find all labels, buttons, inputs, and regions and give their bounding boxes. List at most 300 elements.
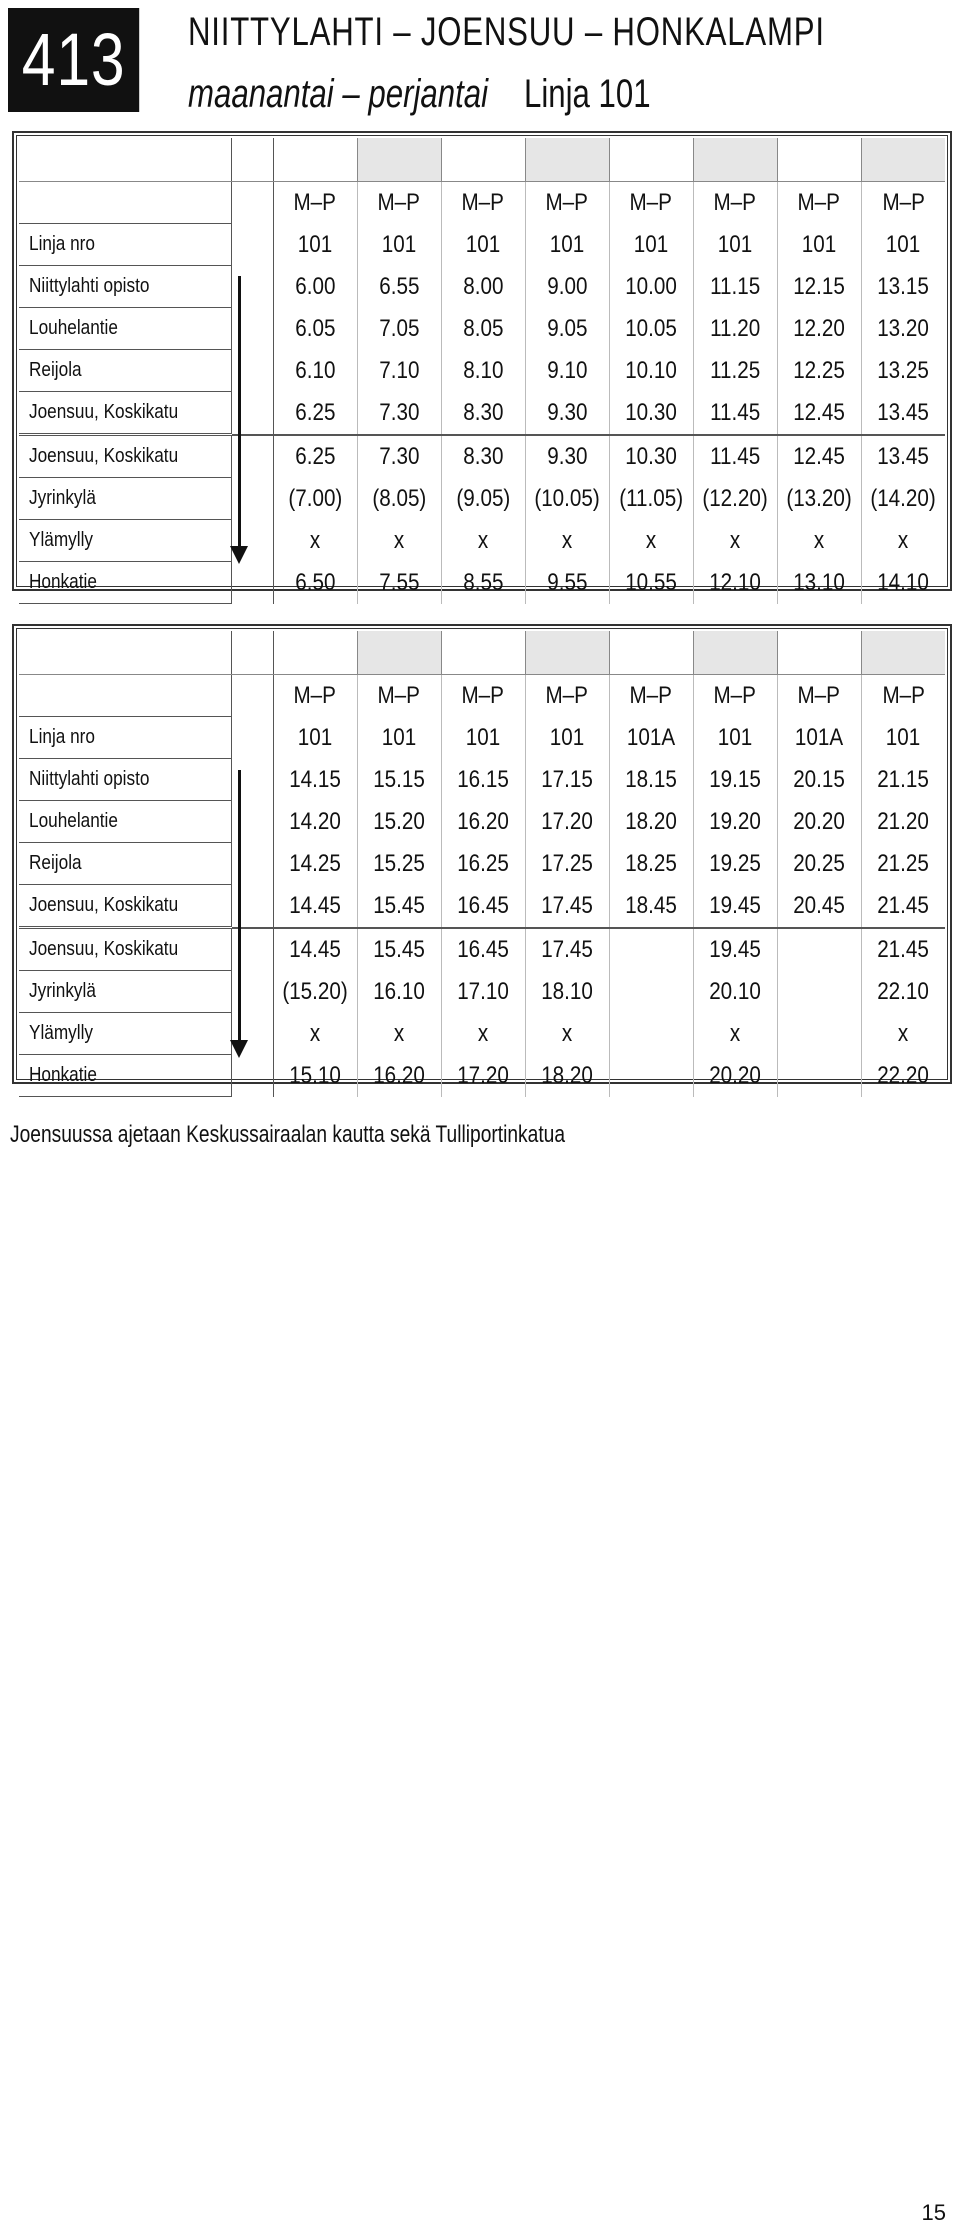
departure-cell xyxy=(609,843,693,885)
departure-time: 13.45 xyxy=(877,398,930,426)
stop-row xyxy=(19,435,945,478)
stop-name: Linja nro xyxy=(29,726,95,748)
departure-time: 7.30 xyxy=(378,442,420,470)
day-label: M–P xyxy=(713,681,757,709)
departure-cell xyxy=(609,1055,693,1097)
day-label: M–P xyxy=(545,188,589,216)
blank-cell xyxy=(525,631,609,675)
departure-cell xyxy=(357,266,441,308)
stop-name: Louhelantie xyxy=(29,810,118,832)
departure-time: 11.20 xyxy=(709,314,761,342)
stop-row xyxy=(19,1055,945,1097)
departure-cell xyxy=(357,717,441,759)
direction-arrow-line xyxy=(238,770,241,1040)
departure-time: 6.10 xyxy=(294,356,336,384)
departure-time: 12.45 xyxy=(793,442,845,470)
departure-time: 15.20 xyxy=(373,807,425,835)
line-number: 101 xyxy=(633,230,669,258)
departure-cell xyxy=(525,435,609,478)
departure-cell xyxy=(693,928,777,971)
stop-name: Joensuu, Koskikatu xyxy=(29,401,179,423)
blank-cell xyxy=(525,138,609,182)
stop-name: Jyrinkylä xyxy=(29,980,96,1002)
departure-cell xyxy=(609,971,693,1013)
departure-cell xyxy=(441,224,525,266)
line-number: 101 xyxy=(381,723,417,751)
departure-time: 15.45 xyxy=(373,935,425,963)
stop-name-cell xyxy=(19,885,231,928)
departure-time: 10.05 xyxy=(625,314,677,342)
departure-time: 17.45 xyxy=(541,935,593,963)
departure-cell xyxy=(441,843,525,885)
stop-name-cell xyxy=(19,266,231,308)
departure-cell xyxy=(609,759,693,801)
stop-name: Niittylahti opisto xyxy=(29,768,150,790)
departure-cell xyxy=(357,224,441,266)
line-label: Linja 101 xyxy=(523,72,651,116)
stop-name-cell xyxy=(19,308,231,350)
departure-time: 22.20 xyxy=(877,1061,930,1089)
departure-cell xyxy=(861,971,945,1013)
departure-cell xyxy=(441,562,525,604)
departure-time: 21.20 xyxy=(877,807,930,835)
day-label: M–P xyxy=(377,681,421,709)
line-number: 101 xyxy=(465,230,501,258)
line-number-row xyxy=(19,224,945,266)
departure-time: 8.55 xyxy=(462,568,504,596)
stop-name-cell xyxy=(19,224,231,266)
blank-cell xyxy=(777,631,861,675)
stop-row xyxy=(19,520,945,562)
blank-cell xyxy=(273,631,357,675)
stop-name: Jyrinkylä xyxy=(29,487,96,509)
day-label: M–P xyxy=(461,188,505,216)
departure-time: (15.20) xyxy=(282,977,348,1005)
line-number: 101 xyxy=(465,723,501,751)
departure-time: (9.05) xyxy=(456,484,510,512)
departure-cell xyxy=(525,801,609,843)
departure-time: 16.45 xyxy=(457,935,509,963)
departure-cell xyxy=(357,928,441,971)
departure-cell xyxy=(273,717,357,759)
timetable-grid xyxy=(19,631,945,1097)
departure-cell xyxy=(525,350,609,392)
arrow-cell xyxy=(231,562,273,604)
departure-cell xyxy=(777,1055,861,1097)
departure-cell xyxy=(273,478,357,520)
departure-time: 10.00 xyxy=(625,272,677,300)
departure-time: 17.20 xyxy=(541,807,593,835)
departure-time: (14.20) xyxy=(870,484,936,512)
departure-cell xyxy=(441,266,525,308)
departure-time: 8.00 xyxy=(462,272,504,300)
departure-cell xyxy=(525,478,609,520)
departure-time: 20.15 xyxy=(793,765,845,793)
departure-time: 13.15 xyxy=(877,272,930,300)
stop-name-cell xyxy=(19,478,231,520)
departure-cell xyxy=(441,717,525,759)
departure-time: 17.10 xyxy=(457,977,509,1005)
day-label: M–P xyxy=(293,188,337,216)
day-label: M–P xyxy=(629,681,673,709)
departure-time: 8.05 xyxy=(462,314,504,342)
service-days: maanantai – perjantai xyxy=(188,72,489,116)
departure-cell xyxy=(777,928,861,971)
departure-cell xyxy=(441,1013,525,1055)
departure-time: 9.00 xyxy=(546,272,588,300)
day-label: M–P xyxy=(377,188,421,216)
departure-cell xyxy=(273,801,357,843)
departure-time: 14.25 xyxy=(289,849,341,877)
departure-cell xyxy=(357,562,441,604)
departure-cell xyxy=(861,759,945,801)
departure-cell xyxy=(273,928,357,971)
departure-time: 19.20 xyxy=(709,807,761,835)
line-number: 101 xyxy=(717,723,753,751)
departure-time: 12.10 xyxy=(709,568,761,596)
departure-time: 21.45 xyxy=(877,935,930,963)
departure-cell xyxy=(273,224,357,266)
departure-time: 7.30 xyxy=(378,398,420,426)
stop-name: Ylämylly xyxy=(29,1022,94,1044)
departure-time: x xyxy=(393,526,405,554)
departure-cell xyxy=(273,562,357,604)
departure-cell xyxy=(693,885,777,928)
departure-time: 15.15 xyxy=(373,765,425,793)
departure-time: 17.20 xyxy=(457,1061,509,1089)
stop-row xyxy=(19,843,945,885)
timetable-morning xyxy=(12,131,952,596)
departure-time: 6.25 xyxy=(294,398,336,426)
departure-time: 16.20 xyxy=(457,807,509,835)
departure-time: 17.45 xyxy=(541,891,593,919)
departure-cell xyxy=(357,350,441,392)
departure-cell xyxy=(441,1055,525,1097)
departure-time: 18.15 xyxy=(625,765,677,793)
departure-cell xyxy=(609,224,693,266)
departure-cell xyxy=(525,224,609,266)
departure-time: 14.45 xyxy=(289,891,341,919)
departure-time: 9.10 xyxy=(546,356,588,384)
departure-time: 12.15 xyxy=(793,272,845,300)
days-row xyxy=(19,675,945,717)
stop-row xyxy=(19,350,945,392)
departure-cell xyxy=(861,266,945,308)
header-blank-row xyxy=(19,631,945,675)
departure-time: 20.25 xyxy=(793,849,845,877)
stop-name-cell xyxy=(19,1013,231,1055)
departure-cell xyxy=(357,1013,441,1055)
departure-cell xyxy=(609,392,693,435)
blank-cell xyxy=(19,631,231,675)
departure-time: 15.25 xyxy=(373,849,425,877)
departure-cell xyxy=(525,1055,609,1097)
departure-cell xyxy=(693,971,777,1013)
day-cell xyxy=(357,182,441,224)
departure-cell xyxy=(273,266,357,308)
departure-cell xyxy=(273,1013,357,1055)
stop-name-cell xyxy=(19,717,231,759)
arrow-cell xyxy=(231,717,273,759)
departure-cell xyxy=(609,885,693,928)
blank-cell xyxy=(609,631,693,675)
departure-cell xyxy=(357,1055,441,1097)
blank-cell xyxy=(357,631,441,675)
departure-cell xyxy=(273,520,357,562)
day-cell xyxy=(693,675,777,717)
departure-time: 9.05 xyxy=(546,314,588,342)
stop-row xyxy=(19,392,945,435)
departure-cell xyxy=(273,308,357,350)
departure-cell xyxy=(609,435,693,478)
departure-time: 7.55 xyxy=(378,568,420,596)
day-label: M–P xyxy=(461,681,505,709)
route-title: NIITTYLAHTI – JOENSUU – HONKALAMPI xyxy=(188,10,825,54)
departure-cell xyxy=(609,717,693,759)
day-label: M–P xyxy=(797,681,841,709)
blank-cell xyxy=(19,138,231,182)
departure-cell xyxy=(441,885,525,928)
header-blank-row xyxy=(19,138,945,182)
departure-time: 20.45 xyxy=(793,891,845,919)
departure-time: x xyxy=(729,1019,741,1047)
departure-cell xyxy=(273,885,357,928)
departure-time: 18.10 xyxy=(541,977,593,1005)
day-label: M–P xyxy=(293,681,337,709)
departure-time: x xyxy=(645,526,657,554)
departure-cell xyxy=(525,266,609,308)
stop-label-empty xyxy=(19,675,231,717)
departure-cell xyxy=(777,392,861,435)
departure-cell xyxy=(861,308,945,350)
departure-time: 14.10 xyxy=(877,568,930,596)
departure-cell xyxy=(273,350,357,392)
line-number: 101A xyxy=(626,723,676,751)
departure-time: 8.30 xyxy=(462,398,504,426)
departure-time: 10.55 xyxy=(625,568,677,596)
arrow-cell xyxy=(231,182,273,224)
line-number: 101 xyxy=(549,230,585,258)
departure-cell xyxy=(525,308,609,350)
departure-cell xyxy=(693,801,777,843)
day-cell xyxy=(525,182,609,224)
departure-cell xyxy=(777,224,861,266)
departure-time: (12.20) xyxy=(702,484,768,512)
days-row xyxy=(19,182,945,224)
departure-time: (7.00) xyxy=(288,484,342,512)
stop-name: Joensuu, Koskikatu xyxy=(29,894,179,916)
day-cell xyxy=(861,182,945,224)
departure-time: 11.45 xyxy=(709,398,761,426)
stop-row xyxy=(19,971,945,1013)
departure-cell xyxy=(777,478,861,520)
departure-time: 19.45 xyxy=(709,891,761,919)
stop-row xyxy=(19,266,945,308)
departure-time: 9.30 xyxy=(546,398,588,426)
departure-time: x xyxy=(729,526,741,554)
departure-cell xyxy=(693,843,777,885)
departure-cell xyxy=(441,759,525,801)
departure-time: 15.10 xyxy=(289,1061,341,1089)
day-cell xyxy=(609,182,693,224)
arrow-cell xyxy=(231,675,273,717)
blank-cell xyxy=(441,631,525,675)
direction-arrow-line xyxy=(238,276,241,546)
line-number: 101 xyxy=(801,230,837,258)
departure-time: 12.25 xyxy=(793,356,845,384)
day-cell xyxy=(609,675,693,717)
departure-time: 15.45 xyxy=(373,891,425,919)
stop-name-cell xyxy=(19,350,231,392)
departure-cell xyxy=(861,1013,945,1055)
departure-time: 18.25 xyxy=(625,849,677,877)
departure-time: x xyxy=(561,526,573,554)
departure-cell xyxy=(693,759,777,801)
timetable-grid xyxy=(19,138,945,604)
departure-time: 7.05 xyxy=(378,314,420,342)
stop-row xyxy=(19,801,945,843)
day-cell xyxy=(777,675,861,717)
departure-time: 6.55 xyxy=(378,272,420,300)
stop-name: Honkatie xyxy=(29,1064,97,1086)
departure-cell xyxy=(441,801,525,843)
stop-name: Ylämylly xyxy=(29,529,94,551)
stop-row xyxy=(19,478,945,520)
departure-cell xyxy=(357,478,441,520)
departure-cell xyxy=(693,520,777,562)
day-label: M–P xyxy=(882,681,925,709)
departure-cell xyxy=(609,928,693,971)
departure-time: 17.25 xyxy=(541,849,593,877)
stop-name: Niittylahti opisto xyxy=(29,275,150,297)
departure-cell xyxy=(693,392,777,435)
day-cell xyxy=(357,675,441,717)
departure-cell xyxy=(777,759,861,801)
departure-time: 20.20 xyxy=(793,807,845,835)
departure-time: 17.15 xyxy=(541,765,593,793)
departure-cell xyxy=(273,392,357,435)
stop-name: Honkatie xyxy=(29,571,97,593)
day-label: M–P xyxy=(545,681,589,709)
departure-cell xyxy=(777,1013,861,1055)
departure-cell xyxy=(357,435,441,478)
departure-time: 11.25 xyxy=(709,356,761,384)
departure-time: 14.45 xyxy=(289,935,341,963)
day-cell xyxy=(861,675,945,717)
departure-time: 10.10 xyxy=(625,356,677,384)
line-number-row xyxy=(19,717,945,759)
departure-time: 14.20 xyxy=(289,807,341,835)
line-number: 101 xyxy=(381,230,417,258)
departure-cell xyxy=(441,308,525,350)
day-label: M–P xyxy=(713,188,757,216)
departure-cell xyxy=(861,520,945,562)
stop-name-cell xyxy=(19,1055,231,1097)
departure-cell xyxy=(861,801,945,843)
departure-cell xyxy=(777,885,861,928)
departure-time: 18.20 xyxy=(541,1061,593,1089)
departure-cell xyxy=(861,435,945,478)
departure-time: 18.20 xyxy=(625,807,677,835)
departure-cell xyxy=(441,350,525,392)
day-label: M–P xyxy=(882,188,925,216)
departure-cell xyxy=(525,843,609,885)
departure-time: 6.00 xyxy=(294,272,336,300)
stop-name-cell xyxy=(19,801,231,843)
stop-row xyxy=(19,759,945,801)
departure-cell xyxy=(525,562,609,604)
departure-cell xyxy=(441,520,525,562)
departure-cell xyxy=(861,224,945,266)
departure-cell xyxy=(525,759,609,801)
departure-time: 21.15 xyxy=(877,765,930,793)
blank-cell xyxy=(693,138,777,182)
departure-time: x xyxy=(477,1019,489,1047)
departure-cell xyxy=(273,435,357,478)
departure-cell xyxy=(609,562,693,604)
departure-time: 9.55 xyxy=(546,568,588,596)
departure-time: 19.45 xyxy=(709,935,761,963)
departure-time: 13.45 xyxy=(877,442,930,470)
departure-cell xyxy=(777,562,861,604)
departure-time: x xyxy=(309,526,321,554)
arrow-cell xyxy=(231,224,273,266)
departure-time: x xyxy=(309,1019,321,1047)
day-cell xyxy=(693,182,777,224)
departure-cell xyxy=(777,843,861,885)
stop-row xyxy=(19,885,945,928)
departure-cell xyxy=(777,520,861,562)
departure-cell xyxy=(777,717,861,759)
departure-cell xyxy=(357,801,441,843)
blank-cell xyxy=(777,138,861,182)
stop-name-cell xyxy=(19,759,231,801)
line-number: 101 xyxy=(549,723,585,751)
line-number: 101 xyxy=(297,230,333,258)
departure-time: 21.45 xyxy=(877,891,930,919)
departure-time: x xyxy=(393,1019,405,1047)
day-cell xyxy=(525,675,609,717)
departure-cell xyxy=(273,1055,357,1097)
departure-cell xyxy=(525,392,609,435)
departure-time: 9.30 xyxy=(546,442,588,470)
departure-cell xyxy=(525,928,609,971)
departure-cell xyxy=(357,971,441,1013)
stop-label-empty xyxy=(19,182,231,224)
line-number: 101A xyxy=(794,723,844,751)
direction-arrow-icon xyxy=(230,546,248,564)
departure-time: 6.25 xyxy=(294,442,336,470)
page-number: 15 xyxy=(921,2200,946,2225)
departure-time: 13.20 xyxy=(877,314,930,342)
day-label: M–P xyxy=(629,188,673,216)
blank-cell xyxy=(861,138,945,182)
departure-time: 19.15 xyxy=(709,765,761,793)
departure-time: 16.25 xyxy=(457,849,509,877)
day-cell xyxy=(273,675,357,717)
departure-time: (13.20) xyxy=(786,484,852,512)
departure-cell xyxy=(693,350,777,392)
departure-cell xyxy=(525,885,609,928)
departure-cell xyxy=(357,520,441,562)
departure-time: x xyxy=(561,1019,573,1047)
departure-time: (8.05) xyxy=(372,484,426,512)
stop-name: Reijola xyxy=(29,359,82,381)
departure-time: 20.10 xyxy=(709,977,761,1005)
departure-cell xyxy=(861,392,945,435)
blank-cell xyxy=(231,138,273,182)
departure-time: (11.05) xyxy=(619,484,683,512)
